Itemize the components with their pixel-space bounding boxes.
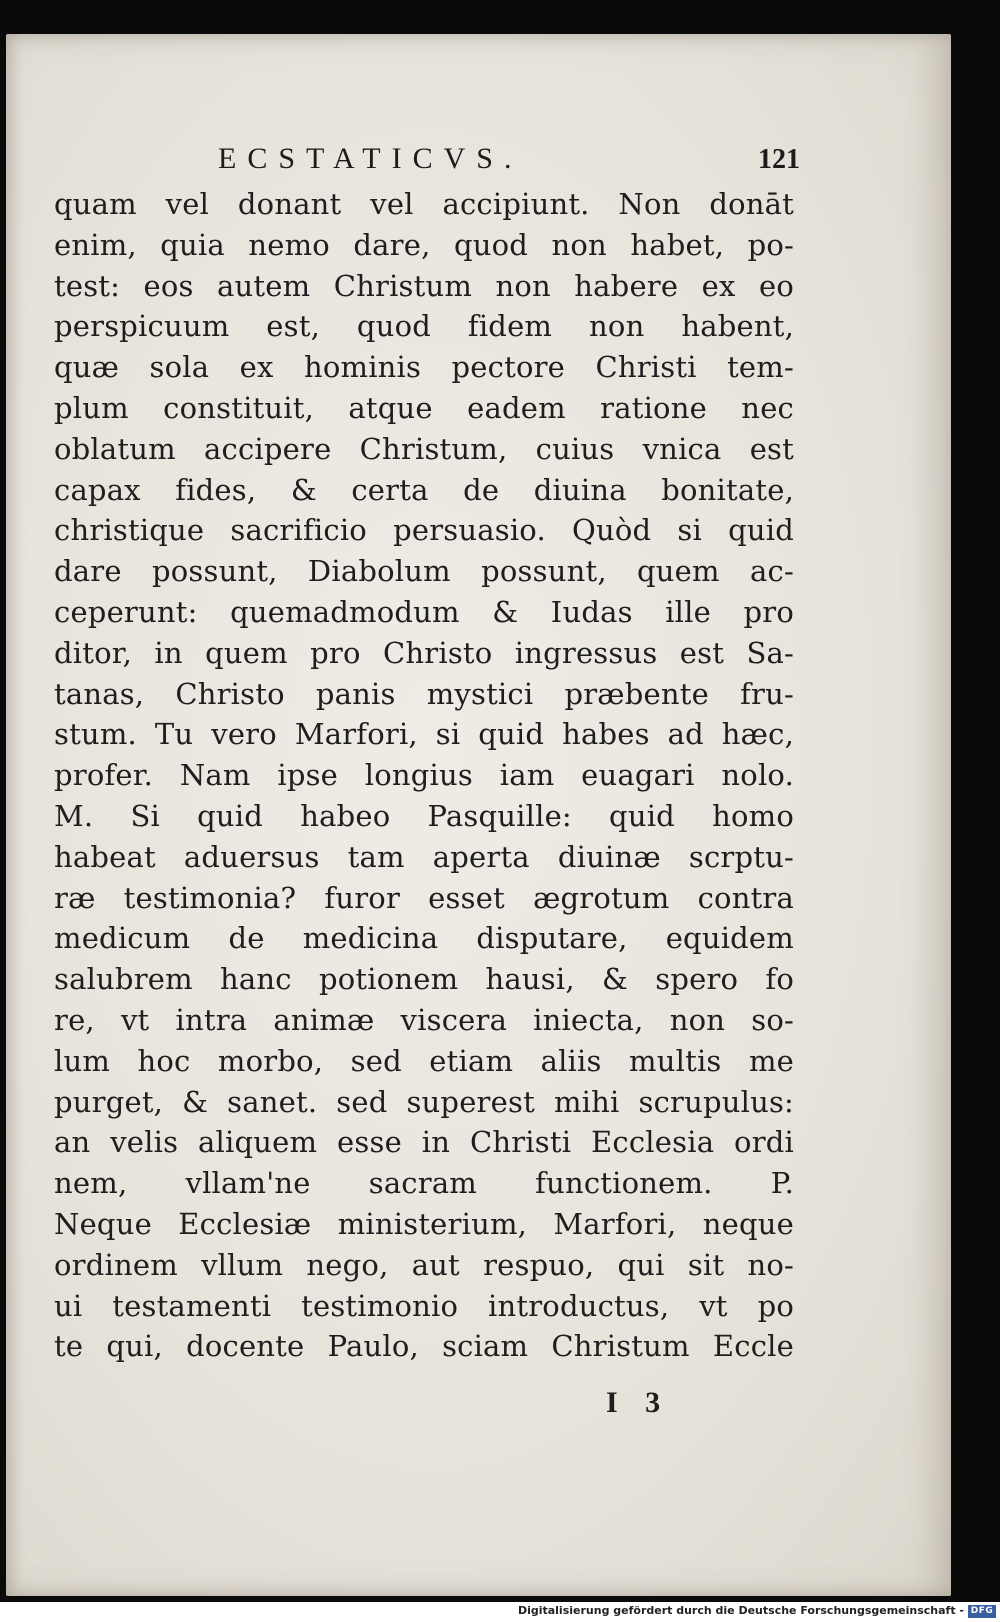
footer-bar — [0, 1602, 1000, 1622]
text-line: purget, & sanet. sed superest mihi scrupulus: — [54, 1084, 794, 1119]
text-line: nem, vllam'ne sacram functionem. P. — [54, 1166, 794, 1201]
text-line: te qui, docente Paulo, sciam Christum Eccle — [54, 1329, 794, 1364]
text-line: enim, quia nemo dare, quod non habet, po- — [54, 227, 794, 262]
funding-credit: Digitalisierung gefördert durch die Deutsche Forschungsgemeinschaft - — [517, 1604, 964, 1617]
text-line: quam vel donant vel accipiunt. Non donāt — [54, 187, 794, 221]
text-line: test: eos autem Christum non habere ex eo — [54, 268, 794, 303]
running-title: ECSTATICVS. — [218, 142, 523, 175]
signature-mark: I 3 — [606, 1386, 671, 1419]
text-line: stum. Tu vero Marfori, si quid habes ad hæc, — [54, 717, 794, 752]
dfg-logo: DFG — [968, 1605, 996, 1618]
text-line: plum constituit, atque eadem ratione nec — [54, 390, 794, 425]
text-line: christique sacrificio persuasio. Quòd si quid — [54, 513, 794, 548]
bleed-through-marginalia — [791, 594, 941, 1214]
text-line: oblatum accipere Christum, cuius vnica est — [54, 431, 794, 466]
text-line: re, vt intra animæ viscera iniecta, non so- — [54, 1002, 794, 1037]
page-header — [6, 142, 951, 182]
body-text — [54, 184, 794, 1367]
text-line: Neque Ecclesiæ ministerium, Marfori, neque — [54, 1206, 794, 1241]
book-page — [6, 34, 951, 1596]
text-line: salubrem hanc potionem hausi, & spero fo — [54, 962, 794, 997]
text-line: ræ testimonia? furor esset ægrotum contra — [54, 880, 794, 915]
text-line: capax fides, & certa de diuina bonitate, — [54, 472, 794, 507]
text-line: lum hoc morbo, sed etiam aliis multis me — [54, 1043, 794, 1078]
text-line: perspicuum est, quod fidem non habent, — [54, 309, 794, 344]
text-line: ordinem vllum nego, aut respuo, qui sit no- — [54, 1247, 794, 1282]
page-number: 121 — [758, 144, 800, 175]
text-line: ceperunt: quemadmodum & Iudas ille pro — [54, 594, 794, 629]
text-line: M. Si quid habeo Pasquille: quid homo — [54, 798, 794, 833]
text-line: quæ sola ex hominis pectore Christi tem- — [54, 350, 794, 385]
text-line: profer. Nam ipse longius iam euagari nolo. — [54, 758, 794, 793]
text-line: tanas, Christo panis mystici præbente fru- — [54, 676, 794, 711]
text-line: medicum de medicina disputare, equidem — [54, 921, 794, 956]
text-line: dare possunt, Diabolum possunt, quem ac- — [54, 554, 794, 589]
text-line: habeat aduersus tam aperta diuinæ scrptu- — [54, 839, 794, 874]
text-line: ui testamenti testimonio introductus, vt po — [54, 1288, 794, 1323]
text-line: ditor, in quem pro Christo ingressus est Sa- — [54, 635, 794, 670]
text-line: an velis aliquem esse in Christi Ecclesia ordi — [54, 1125, 794, 1160]
